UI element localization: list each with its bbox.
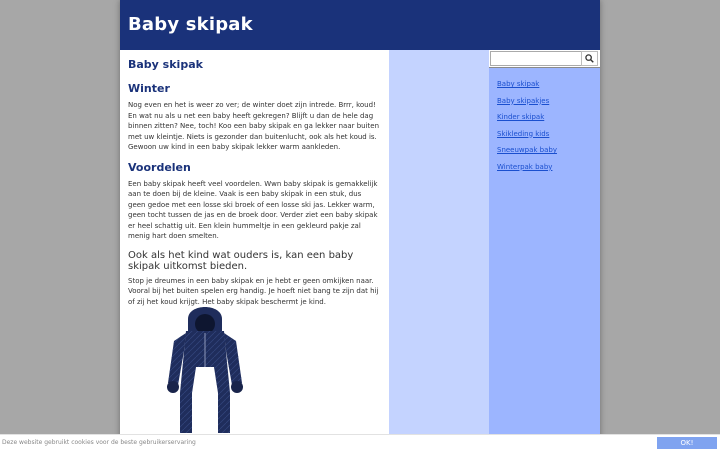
search-button[interactable] (581, 51, 598, 66)
middle-column (389, 50, 489, 450)
section-text-voordelen: Een baby skipak heeft veel voordelen. Wwn baby skipak is gemakkelijk aan te doen bij de kleine. Vaak is een baby skipak in een stuk, dus geen gedoe met een losse ski broek of een losse ski jas. Lekker warm, geen tocht tussen de jas en de broek door. Verder ziet een baby skipak er heel schattig uit. Een klein hummeltje in een gekleurd pakje zal menig hart doen smelten. (128, 179, 378, 240)
search-input[interactable] (490, 51, 584, 66)
sidebar-item-winterpak-baby (497, 154, 557, 171)
magnifier-icon (585, 54, 594, 63)
sidebar-item-baby-skipak (497, 71, 557, 88)
page-wrapper (120, 0, 600, 450)
cookie-message: Deze website gebruikt cookies voor de beste gebruikerservaring (2, 439, 196, 446)
section-text-ouders: Stop je dreumes in een baby skipak en je hebt er geen omkijken naar. Vooral bij het buiten spelen erg handig. Je hoeft niet bang te zijn dat hij of zij het koud krijgt. Het baby skipak beschermt je kind. (128, 276, 379, 306)
sidebar-item-sneeuwpak-baby (497, 137, 557, 154)
sidebar-item-baby-skipakjes (497, 88, 557, 105)
sidebar-item-skikleding-kids (497, 121, 557, 138)
sidebar-item-kinder-skipak (497, 104, 557, 121)
section-text-winter: Nog even en het is weer zo ver; de winter doet zijn intrede. Brrr, koud! En wat nu als u net een baby heeft gekregen? Blijft u dan de hele dag binnen zitten? Nee, toch! Koo een baby skipak en ga lekker naar buiten met uw kleintje. Niets is gezonder dan buitenlucht, ook als het koud is. Gewoon uw kind in een baby skipak lekker warm aankleden. (128, 101, 380, 151)
cookie-bar (0, 434, 720, 451)
section-heading-voordelen: Voordelen (128, 160, 191, 174)
site-header (120, 0, 600, 50)
page-title: Baby skipak (128, 58, 203, 71)
section-heading-winter: Winter (128, 82, 170, 95)
sidebar-link-baby-skipakjes[interactable]: Baby skipakjes (497, 96, 550, 105)
sidebar (489, 50, 600, 450)
snowsuit-image (160, 297, 250, 437)
main-content (120, 50, 389, 450)
search-form (489, 50, 600, 68)
sidebar-link-winterpak-baby[interactable]: Winterpak baby (497, 162, 553, 171)
cookie-accept-button[interactable]: OK! (657, 437, 717, 449)
sidebar-nav (497, 71, 557, 170)
section-heading-ouders: Ook als het kind wat ouders is, kan een baby skipak uitkomst bieden. (128, 249, 354, 272)
sidebar-link-baby-skipak[interactable]: Baby skipak (497, 80, 540, 88)
site-title[interactable]: Baby skipak (128, 14, 253, 35)
sidebar-link-sneeuwpak-baby[interactable]: Sneeuwpak baby (497, 146, 557, 154)
sidebar-link-skikleding-kids[interactable]: Skikleding kids (497, 129, 550, 138)
sidebar-link-kinder-skipak[interactable]: Kinder skipak (497, 113, 545, 121)
